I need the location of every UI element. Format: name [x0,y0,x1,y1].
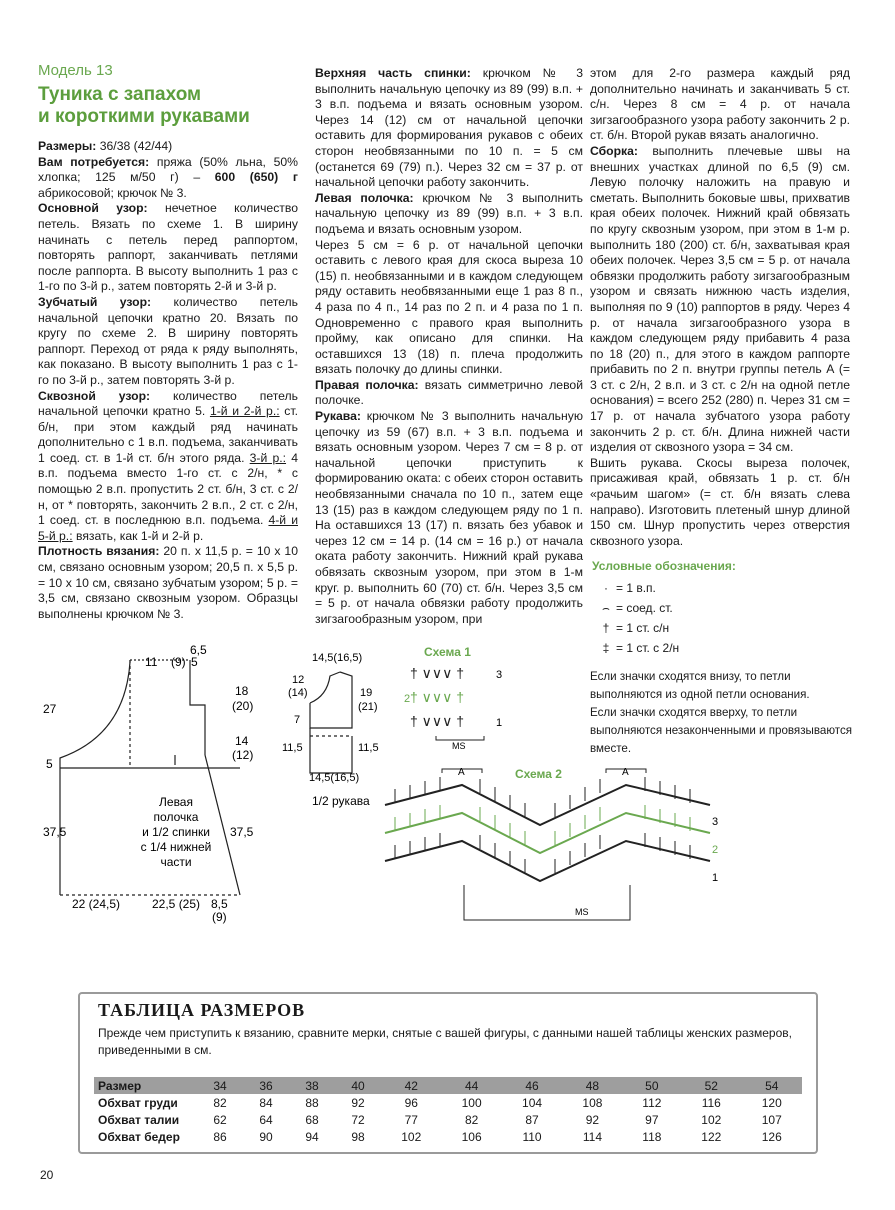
table-cell: 122 [701,1129,722,1144]
schema-1-row-3-stitches: † ∨∨∨ † [410,665,465,681]
schema-2-row-label-2: 2 [712,844,719,856]
schema-1-diagram [400,660,520,750]
legend-notes [590,668,860,758]
materials-paragraph [38,155,298,202]
finishing-paragraph: Вшить рукава. Скосы выреза полочек, присаживая край, обвязать 1 р. ст. б/н «рачьим шагом» (= ст. б/н вязать слева направо). Изготовить плетеный шнур длиной 150 см. Шнур пропустить через отверстия сквозного узора. [590,455,850,548]
left-front-paragraph [315,191,583,238]
table-cell: 92 [585,1112,600,1127]
schema-2-ms-label: MS [575,907,589,917]
size-table-intro: Прежде чем приступить к вязанию, сравните мерки, снятые с вашей фигуры, с данными нашей таблицы женских размеров, приведенными в см. [98,1026,792,1057]
table-row [94,1094,802,1111]
dim-height-12: (12) [232,748,254,762]
schema-2-diagram [380,765,740,927]
openwork-row-3: 3-й р.: [249,450,287,465]
schema-1-row-label-2: 2 [404,693,411,705]
column-2 [315,66,583,627]
openwork-text-1: количество петель начальной цепочки кратно 5. [38,388,299,419]
size-table-title: ТАБЛИЦА РАЗМЕРОВ [98,1000,306,1020]
main-pattern-label: Основной узор: [38,201,148,216]
schema-2-group-a-1: A [458,767,465,778]
treble-crochet-icon: ‡ [602,641,610,655]
zigzag-pattern-paragraph [38,295,298,389]
sleeve-dim-bottom: 14,5(16,5) [309,772,360,784]
sizes-paragraph [38,139,298,155]
schema-1-title: Схема 1 [424,645,471,659]
sleeve-dim-21: (21) [358,701,378,713]
table-cell: 86 [213,1129,227,1144]
size-table [94,1077,802,1145]
table-cell: 92 [351,1095,365,1110]
row-label-chest: Обхват груди [98,1095,178,1110]
table-cell: 108 [582,1095,603,1110]
back-label: Верхняя часть спинки: [315,66,471,80]
sleeve-dim-7: 7 [294,714,301,726]
schema-1-row-label-3: 3 [496,669,503,681]
size-header-cell: 52 [681,1077,741,1094]
schema-2-row-label-1: 1 [712,872,719,884]
density-paragraph [38,544,298,622]
assembly-paragraph [590,144,850,456]
table-cell: 96 [404,1095,418,1110]
table-cell: 82 [213,1095,227,1110]
dim-right-top: 5 [191,655,198,669]
table-cell: 87 [525,1112,539,1127]
legend-text-slip: = соед. ст. [616,601,673,615]
chain-stitch-icon: · [604,581,608,595]
table-cell: 107 [761,1112,782,1127]
openwork-rows-4-5: 4-й и 5-й р.: [38,513,298,543]
schema-1-row-1-stitches: † ∨∨∨ † [410,713,465,729]
back-paragraph [315,66,583,191]
dim-bottom-2: 22,5 (25) [152,897,201,911]
table-cell: 110 [522,1129,542,1144]
size-header-cell: 36 [243,1077,289,1094]
sizes-value: 36/38 (42/44) [96,139,173,153]
dim-height-27: 27 [43,702,57,716]
dim-height-37-left: 37,5 [43,825,67,839]
table-cell: 62 [213,1112,227,1127]
left-front-label: Левая полочка: [315,190,414,205]
column-1 [38,139,298,622]
table-cell: 72 [351,1112,365,1127]
sleeve-caption: 1/2 рукава [312,794,370,808]
legend-text-dc: = 1 ст. с/н [616,621,670,635]
size-table-box [78,992,818,1154]
openwork-text-4: вязать, как 1-й и 2-й р. [72,528,204,543]
row-label-waist: Обхват талии [98,1112,180,1127]
dim-bottom-3: 8,5 [211,897,228,911]
openwork-text-3: 4 в.п. подъема вместо 1-го ст. с 2/н, * с помощью 2 в.п. пропустить 2 ст. б/н, 3 ст. с 2/н, от * повторять, закончить 2 в.п., 2 ст. с 2/н, 1 соед. ст. в последнюю в.п. подъема. [38,450,298,528]
sleeve-schematic [282,648,392,813]
size-header-cell: 34 [197,1077,243,1094]
dim-bottom-1: 22 (24,5) [72,897,121,911]
materials-text: пряжа (50% льна, 50% хлопка; 125 м/50 г) – [38,154,299,185]
title-line-2: и короткими рукавами [38,106,250,127]
sleeve-dim-top: 14,5(16,5) [312,652,363,664]
table-row [94,1128,802,1145]
schema-1-row-label-1: 1 [496,717,503,729]
table-cell: 100 [461,1095,482,1110]
legend-text-tc: = 1 ст. с 2/н [616,641,680,655]
table-cell: 64 [259,1112,273,1127]
dim-height-20: (20) [232,699,254,713]
zigzag-pattern-label: Зубчатый узор: [38,294,152,309]
table-cell: 98 [351,1129,365,1144]
table-cell: 104 [522,1095,543,1110]
assembly-text: выполнить плечевые швы на внешних участках длиной по 6,5 (9) см. Левую полочку наложить на правую и сметать. Выполнить боковые швы, прихватив края обеих полочек. Нижний край обвязать по кругу сквозным узором, при этом в 1-м р. выполнить 180 (200) ст. б/н, захватывая края обеих полочек. Через 3,5 см = 5 р. от начала обвязки продолжить работу зигзагообразным узором и связать нижнюю часть изделия, выполняя по 9 (10) раппортов в ряду. Через 4 р. от начала зигзагообразного узора в каждом следующем ряду прибавить 4 раза по 18 (20) п., для этого в каждом раппорте прибавить по 2 п. внутри группы петель А (= 3 ст. с 2/н, 2 в.п. и 3 ст. с 2/н на одной петле основания) = всего 252 (280) п. Через 31 см = 17 р. от начала зубчатого узора работу закончить 2 р. ст. б/н. Длина нижней части изделия от сквозного узора = 34 см. [590,143,850,455]
main-pattern-text: нечетное количество петель. Вязать по схеме 1. В ширину начинать с петель перед раппортом, повторять раппорт, заканчивать петлями после раппорта. В высоту выполнить 1 раз с 1-го по 3-й р., затем повторять 2-й и 3-й р. [38,201,298,294]
table-cell: 97 [645,1112,659,1127]
caption-line-2: полочка [153,810,199,824]
zigzag-pattern-text: количество петель начальной цепочки кратно 20. Вязать по кругу по схеме 2. В ширину повторять раппорт. Переход от ряда к ряду выполнять, как показано. В высоту выполнить 1 раз с 1-го по 3-й р., затем повторять 3-й р. [38,294,298,387]
table-cell: 102 [701,1112,722,1127]
size-header-cell: 48 [562,1077,622,1094]
back-text: крючком № 3 выполнить начальную цепочку из 89 (99) в.п. + 3 в.п. подъема и вязать основным узором. Через 14 (12) см от начальной цепочки оставить для формирования рукавов с обеих сторон необвязанными по 10 п. = 5 см (останется 69 (79) п.). Через 32 см = 37 р. от начальной цепочки работу закончить. [315,66,583,190]
table-cell: 116 [701,1095,721,1110]
column-3 [590,66,850,549]
legend-item-tc [596,638,679,658]
schema-2-title: Схема 2 [515,767,562,781]
table-cell: 106 [461,1129,482,1144]
size-table-header-row [94,1077,802,1094]
front-back-schematic [30,640,285,930]
sleeve-dim-115-right: 11,5 [358,742,379,754]
dim-height-37-right: 37,5 [230,825,254,839]
right-front-paragraph [315,378,583,409]
table-cell: 118 [642,1129,662,1144]
title-line-1: Туника с запахом [38,84,202,105]
dim-height-14: 14 [235,734,249,748]
table-cell: 126 [761,1129,782,1144]
dim-bottom-3b: (9) [212,910,227,924]
table-cell: 112 [642,1095,662,1110]
materials-label: Вам потребуется: [38,154,150,169]
caption-line-4: с 1/4 нижней [140,840,212,854]
legend-item-dc [596,618,679,638]
density-label: Плотность вязания: [38,544,160,559]
size-header-label: Размер [94,1077,197,1094]
table-cell: 90 [259,1129,273,1144]
size-header-cell: 54 [741,1077,802,1094]
materials-amount: 600 (650) г [214,170,298,185]
sleeves-paragraph [315,409,583,627]
dim-top: 6,5 [190,643,207,657]
table-cell: 77 [404,1112,418,1127]
sleeves-label: Рукава: [315,409,361,424]
size-header-cell: 46 [502,1077,562,1094]
legend-title: Условные обозначения: [592,559,736,573]
table-row [94,1111,802,1128]
caption-line-3: и 1/2 спинки [142,825,210,839]
legend [596,578,679,658]
dim-top-alt: (9) [171,655,186,669]
main-pattern-paragraph [38,201,298,295]
page-title [38,84,250,128]
page-number: 20 [40,1168,54,1182]
legend-note-2: Если значки сходятся вверху, то петли выполняются незаконченными и провязываются вместе. [590,706,853,755]
table-cell: 120 [761,1095,782,1110]
model-number: Модель 13 [38,62,113,79]
table-cell: 102 [401,1129,422,1144]
right-front-text: вязать симметрично левой полочке. [315,377,584,408]
openwork-text-2: ст. б/н, при этом каждый ряд начинать дополнительно с 1 в.п. подъема, заканчивать 1 соед. ст. в 1-й ст. б/н этого ряда. [38,404,298,465]
assembly-label: Сборка: [590,143,638,158]
table-cell: 82 [464,1112,479,1127]
table-cell: 68 [305,1112,319,1127]
sleeves-text: крючком № 3 выполнить начальную цепочку из 59 (67) в.п. + 3 в.п. подъема и вязать основным узором. Через 7 см = 8 р. от начальной цепочки приступить к формированию оката: с обеих сторон оставить необвязанными сначала по 10 п., затем еще 13 (15) раз в каждом следующем ряду по 1 п. На оставшихся 13 (17) п. вязать без убавок и через 12 см = 14 р. (14 см = 16 р.) от начала оката работу закончить. Нижний край рукава обвязать сквозным узором, при этом в 1-м круг. р. выполнить 60 (70) ст. б/н. Через 3,5 см = 5 р. от начала обвязки работу продолжить зигзагообразным узором, при [315,409,583,626]
dim-left-top: 11 [145,655,158,669]
caption-line-5: части [160,855,192,869]
double-crochet-icon: † [602,621,610,635]
sleeve-dim-19: 19 [360,687,373,699]
table-cell: 84 [259,1095,273,1110]
left-front-text: крючком № 3 выполнить начальную цепочку из 89 (99) в.п. + 3 в.п. подъема и вязать основным узором. [315,190,583,236]
materials-text-2: абрикосовой; крючок № 3. [38,185,187,200]
sizes-label: Размеры: [38,139,97,153]
schema-1-row-2-stitches: † ∨∨∨ † [410,689,465,705]
table-cell: 114 [582,1129,602,1144]
size-header-cell: 38 [289,1077,335,1094]
size-header-cell: 44 [441,1077,501,1094]
table-cell: 88 [305,1095,319,1110]
size-header-cell: 50 [623,1077,681,1094]
sleeve-dim-12: 12 [292,674,305,686]
slip-stitch-icon: ⌢ [602,601,610,615]
caption-line-1: Левая [159,795,193,809]
sleeve-dim-115-left: 11,5 [282,742,303,754]
table-cell: 94 [305,1129,319,1144]
right-front-label: Правая полочка: [315,377,419,392]
openwork-rows-1-2: 1-й и 2-й р.: [209,404,280,419]
size-header-cell: 42 [381,1077,441,1094]
openwork-pattern-label: Сквозной узор: [38,388,151,403]
legend-note-1: Если значки сходятся внизу, то петли выполняются из одной петли основания. [590,670,810,701]
dim-height-18: 18 [235,684,249,698]
dim-height-5: 5 [46,757,53,771]
sleeve-continuation-paragraph: этом для 2-го размера каждый ряд дополнительно начинать и заканчивать 5 ст. с/н. Через 8 см = 4 р. от начала зигзагообразного узора работу закончить 2 р. ст. б/н. Второй рукав вязать аналогично. [590,66,850,143]
schema-2-row-label-3: 3 [712,816,719,828]
size-header-cell: 40 [335,1077,381,1094]
openwork-pattern-paragraph [38,389,298,545]
legend-item-slip [596,598,679,618]
schema-2-group-a-2: A [622,767,629,778]
density-text: 20 п. х 11,5 р. = 10 х 10 см, связано основным узором; 20,5 п. х 5,5 р. = 10 х 10 см, связано зубчатым узором; 5 р. = 3,5 см, связано сквозным узором. Образцы выполнены крючком № 3. [38,544,298,621]
schema-1-ms-label: MS [452,741,466,750]
legend-item-chain [596,578,679,598]
left-front-paragraph-2: Через 5 см = 6 р. от начальной цепочки оставить с левого края для скоса выреза 10 (15) п. необвязанными и в каждом следующем ряду оставить необвязанными еще 1 раз 8 п., 4 раза по 4 п., 14 раз по 2 п. и 4 раза по 1 п. Одновременно с правого края выполнить пройму, как описано для спинки. На оставшихся 13 (18) п. плеча продолжить вязать полочку до длины спинки. [315,237,583,377]
sleeve-dim-14: (14) [288,687,308,699]
row-label-hips: Обхват бедер [98,1129,180,1144]
legend-text-chain: = 1 в.п. [616,581,656,595]
